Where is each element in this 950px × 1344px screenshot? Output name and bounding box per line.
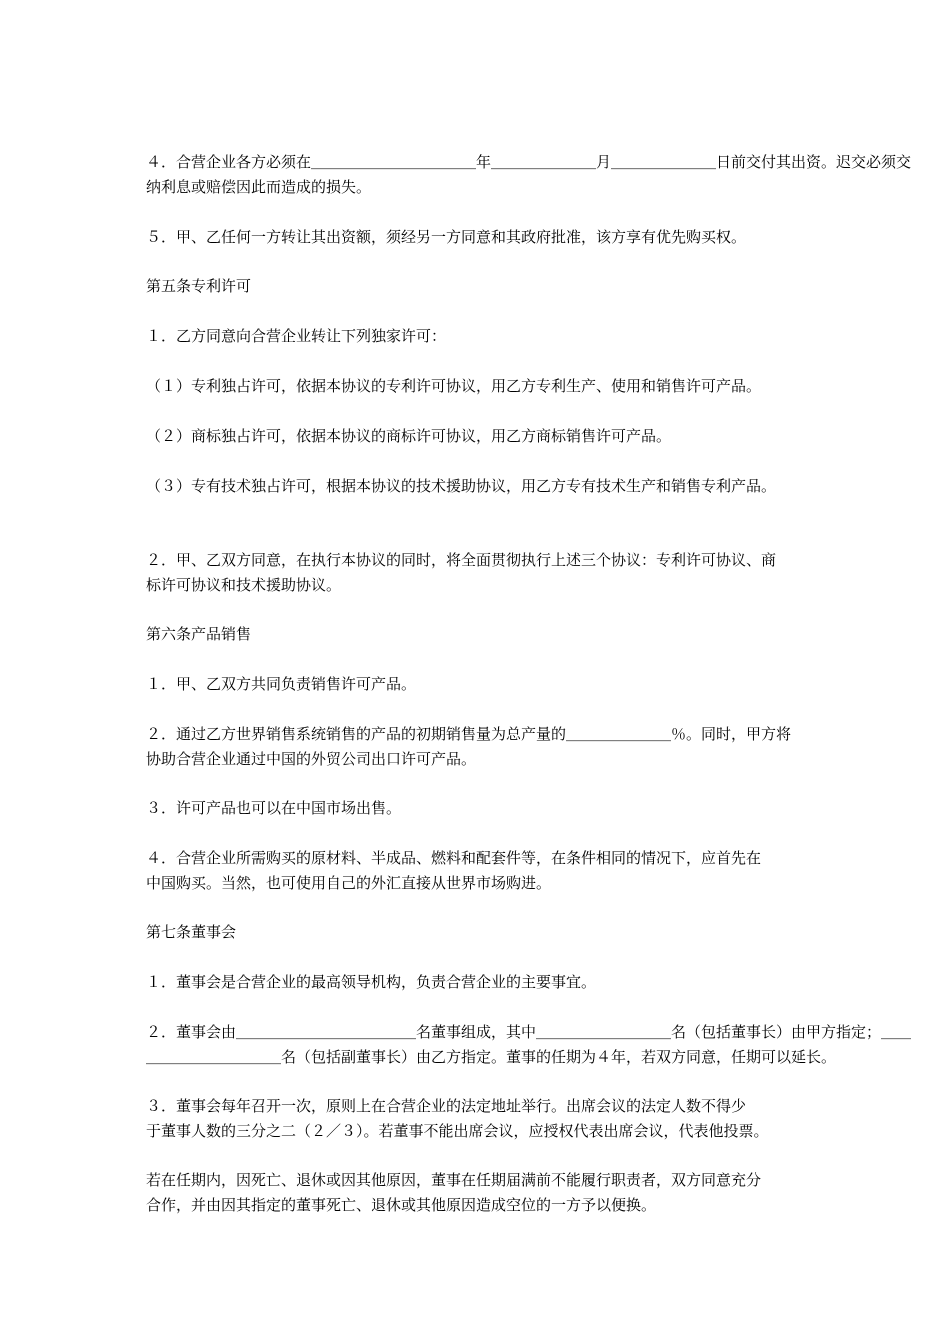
text-line: （１）专利独占许可，依据本协议的专利许可协议，用乙方专利生产、使用和销售许可产品。: [146, 377, 762, 395]
section-heading: 第七条董事会: [146, 923, 237, 941]
text-line: 中国购买。当然，也可使用自己的外汇直接从世界市场购进。: [146, 874, 552, 892]
board-clause-1: [146, 970, 836, 995]
text-line: ２．董事会由＿＿＿＿＿＿＿＿＿＿＿＿名董事组成，其中＿＿＿＿＿＿＿＿＿名（包括董事长）由甲方指定；＿＿: [146, 1023, 912, 1041]
license-item-2: [146, 424, 836, 449]
sales-clause-1: [146, 672, 836, 697]
text-line: ２．甲、乙双方同意，在执行本协议的同时，将全面贯彻执行上述三个协议：专利许可协议、商: [146, 551, 777, 569]
sales-clause-4: [146, 846, 836, 896]
license-item-1: [146, 374, 836, 399]
text-line: ５．甲、乙任何一方转让其出资额，须经另一方同意和其政府批准，该方享有优先购买权。: [146, 228, 747, 246]
clause-4-capital-deadline: [146, 150, 912, 200]
text-line: （３）专有技术独占许可，根据本协议的技术援助协议，用乙方专有技术生产和销售专利产品。: [146, 477, 777, 495]
text-line: 合作，并由因其指定的董事死亡、退休或其他原因造成空位的一方予以便换。: [146, 1196, 657, 1214]
section-heading: 第六条产品销售: [146, 625, 252, 643]
article-5-heading: [146, 274, 836, 299]
board-clause-3: [146, 1094, 836, 1144]
sales-clause-2: [146, 722, 836, 772]
text-line: １．董事会是合营企业的最高领导机构，负责合营企业的主要事宜。: [146, 973, 597, 991]
article-7-heading: [146, 920, 836, 945]
sales-clause-3: [146, 796, 836, 821]
clause-5-transfer: [146, 225, 836, 250]
text-line: 纳利息或赔偿因此而造成的损失。: [146, 178, 372, 196]
article-6-heading: [146, 622, 836, 647]
board-clause-2: [146, 1020, 912, 1070]
text-line: 若在任期内，因死亡、退休或因其他原因，董事在任期届满前不能履行职责者，双方同意充分: [146, 1171, 762, 1189]
text-line: ＿＿＿＿＿＿＿＿＿名（包括副董事长）由乙方指定。董事的任期为４年，若双方同意，任期可以延长。: [146, 1048, 837, 1066]
license-item-3: [146, 474, 836, 499]
text-line: １．甲、乙双方共同负责销售许可产品。: [146, 675, 417, 693]
license-clause-2: [146, 548, 836, 598]
text-line: ４．合营企业各方必须在＿＿＿＿＿＿＿＿＿＿＿年＿＿＿＿＿＿＿月＿＿＿＿＿＿＿日前交付其出资。迟交必须交: [146, 153, 912, 171]
text-line: （２）商标独占许可，依据本协议的商标许可协议，用乙方商标销售许可产品。: [146, 427, 672, 445]
text-line: ３．董事会每年召开一次，原则上在合营企业的法定地址举行。出席会议的法定人数不得少: [146, 1097, 747, 1115]
license-clause-1: [146, 324, 836, 349]
text-line: ３．许可产品也可以在中国市场出售。: [146, 799, 402, 817]
text-line: 标许可协议和技术援助协议。: [146, 576, 342, 594]
board-vacancy-clause: [146, 1168, 836, 1218]
text-line: 协助合营企业通过中国的外贸公司出口许可产品。: [146, 750, 477, 768]
section-heading: 第五条专利许可: [146, 277, 252, 295]
text-line: ４．合营企业所需购买的原材料、半成品、燃料和配套件等，在条件相同的情况下，应首先在: [146, 849, 762, 867]
text-line: ２．通过乙方世界销售系统销售的产品的初期销售量为总产量的＿＿＿＿＿＿＿％。同时，甲方将: [146, 725, 792, 743]
text-line: １．乙方同意向合营企业转让下列独家许可：: [146, 327, 447, 345]
text-line: 于董事人数的三分之二（２／３）。若董事不能出席会议，应授权代表出席会议，代表他投票。: [146, 1122, 769, 1140]
